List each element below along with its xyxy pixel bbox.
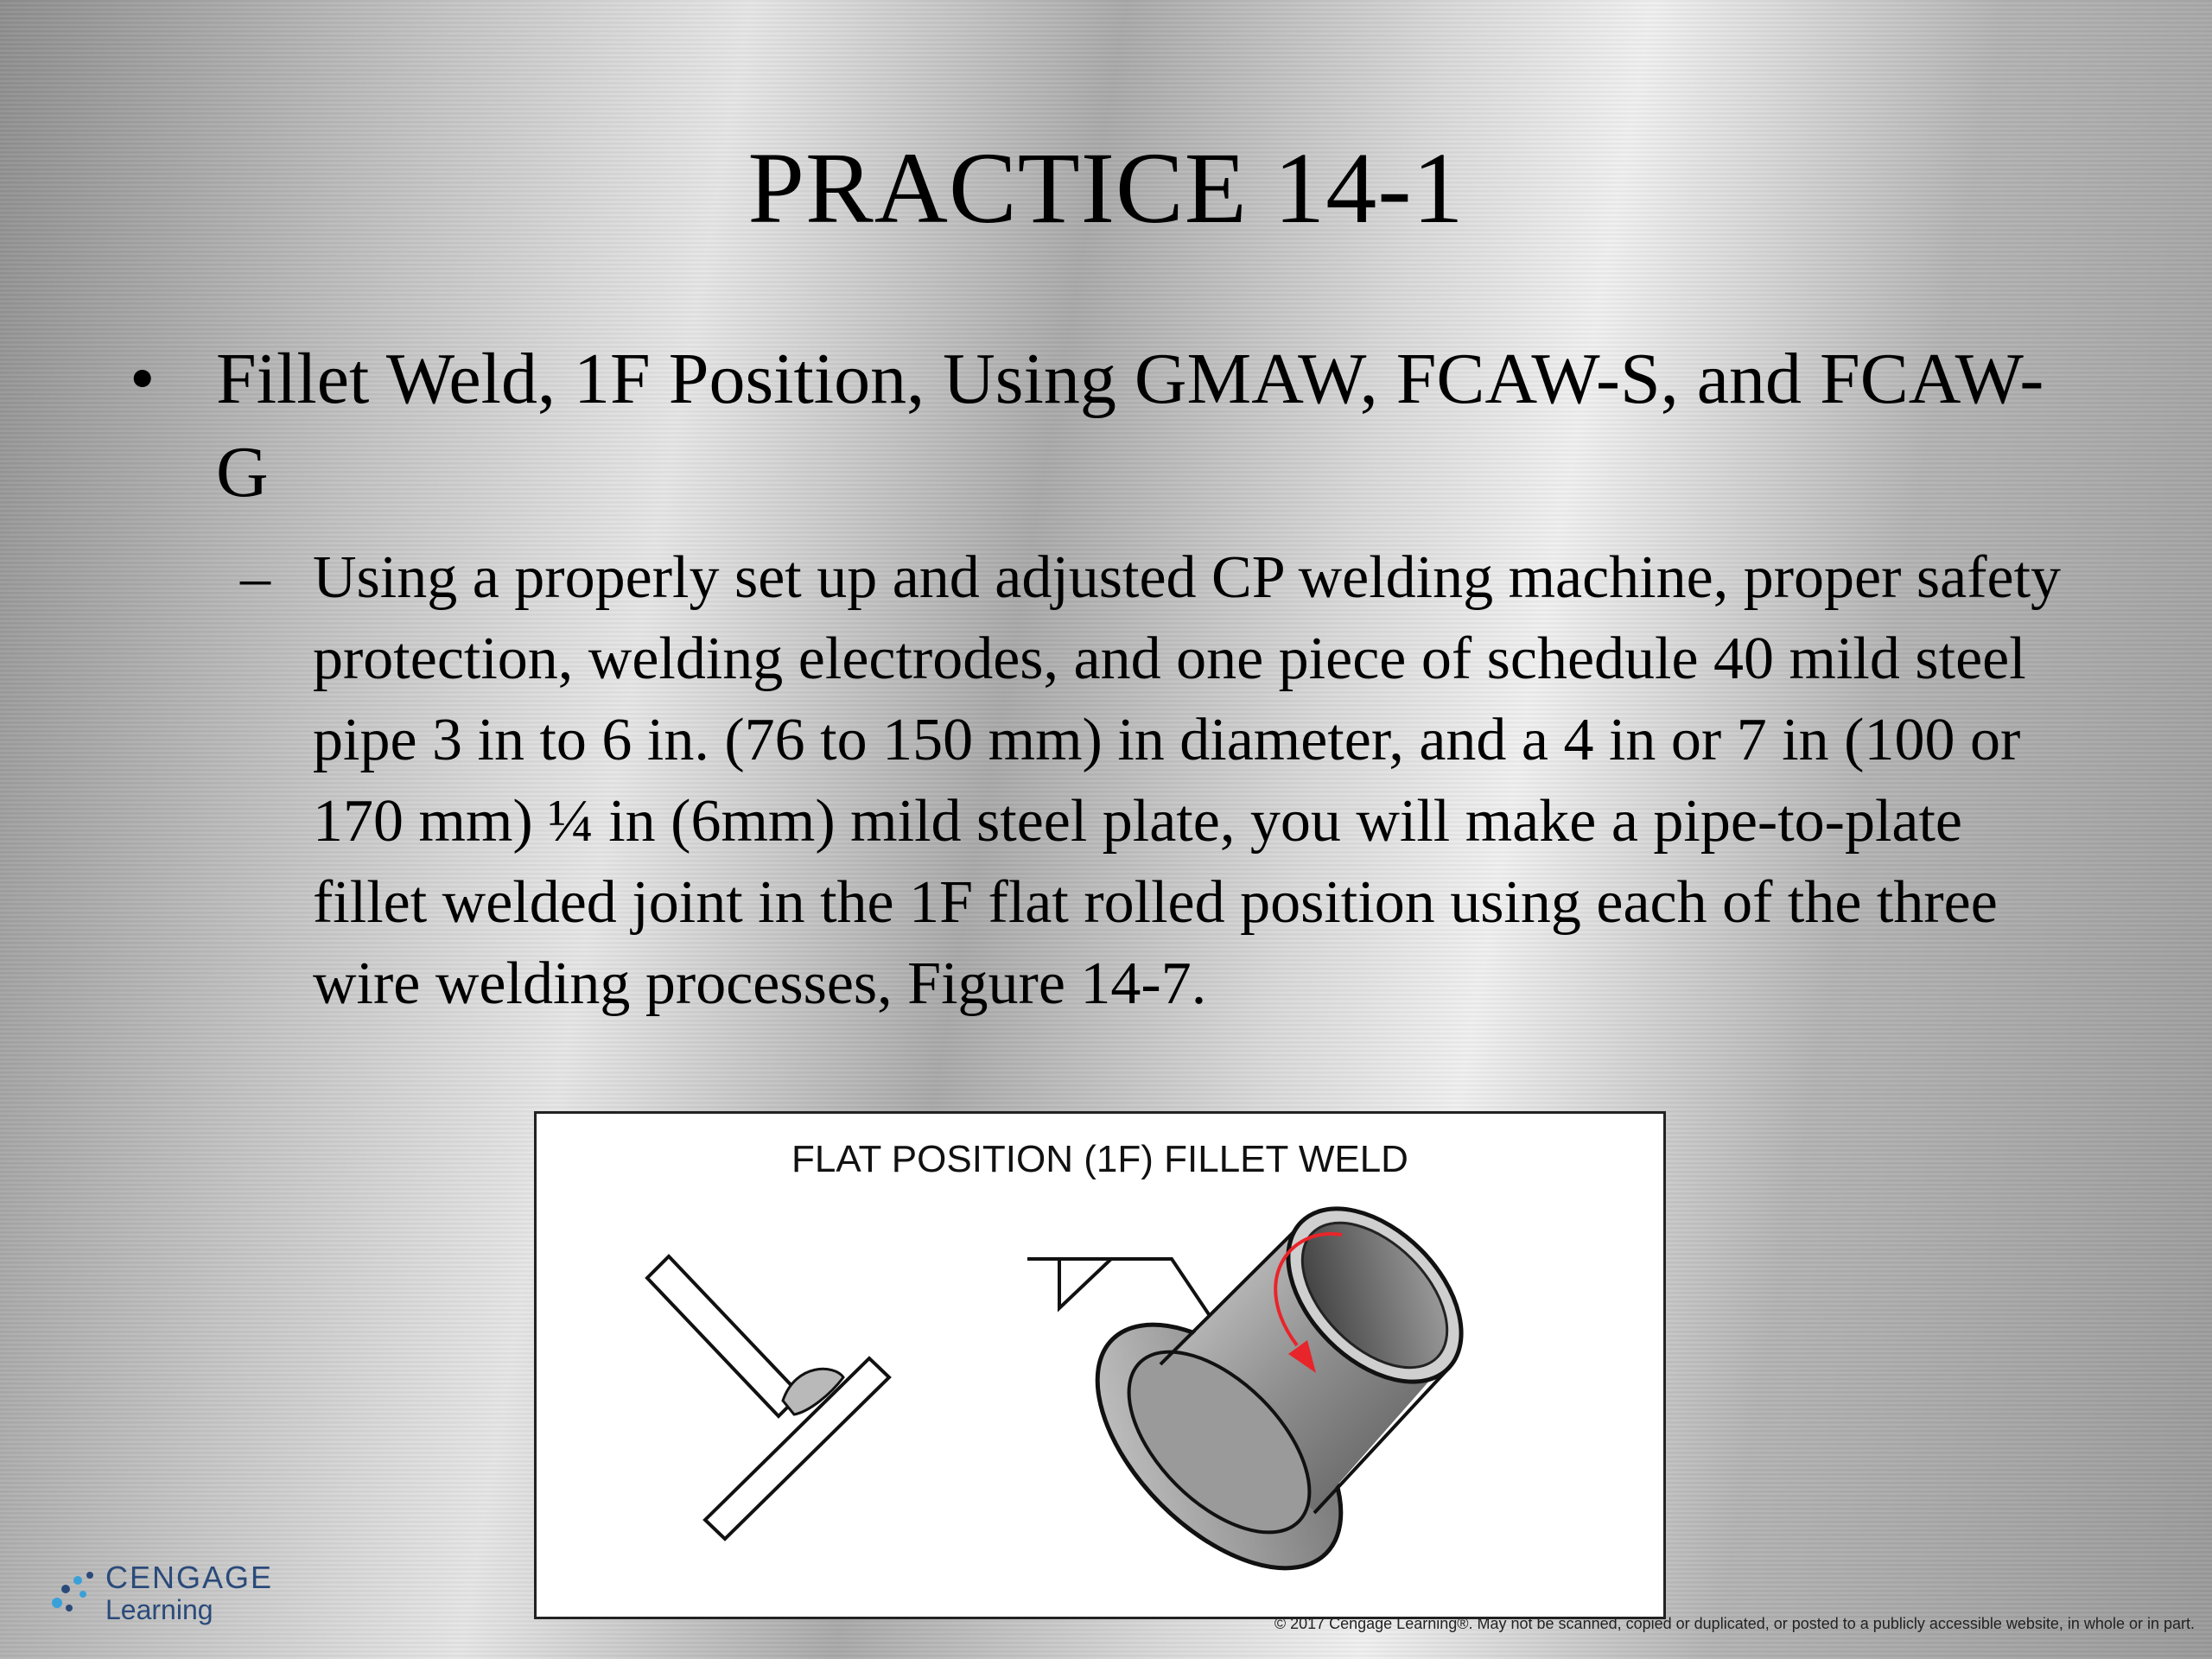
- copyright-notice: © 2017 Cengage Learning®. May not be scanned, copied or duplicated, or posted to a publicly accessible website, in whole or in part.: [1274, 1615, 2195, 1632]
- logo-line1: CENGAGE: [105, 1560, 274, 1595]
- figure-14-7: [534, 1111, 1666, 1619]
- sub-bullet-text: Using a properly set up and adjusted CP welding machine, proper safety protection, welding electrodes, and one piece of schedule 40 mild steel pipe 3 in to 6 in. (76 to 150 mm) in diameter, and a 4 in or 7 in (100 or 170 mm) ¼ in (6mm) mild steel plate, you will make a pipe-to-plate fillet welded joint in the 1F flat rolled position using each of the three wire welding processes, Figure 14-7.: [313, 544, 2062, 1017]
- cengage-logo: [45, 1560, 274, 1629]
- figure-illustration: [537, 1114, 1663, 1617]
- cengage-logo-icon: [45, 1565, 100, 1620]
- pipe-on-plate-icon: [1054, 1176, 1494, 1611]
- figure-title: FLAT POSITION (1F) FILLET WELD: [791, 1138, 1408, 1180]
- bullet-marker: •: [130, 339, 156, 419]
- logo-line2: Learning: [105, 1594, 213, 1625]
- fillet-weld-cross-section-icon: [647, 1256, 889, 1539]
- sub-bullet-marker: –: [240, 544, 270, 611]
- slide-title: PRACTICE 14-1: [747, 131, 1465, 245]
- bullet-text: Fillet Weld, 1F Position, Using GMAW, FCAW-S, and FCAW-G: [216, 339, 2044, 512]
